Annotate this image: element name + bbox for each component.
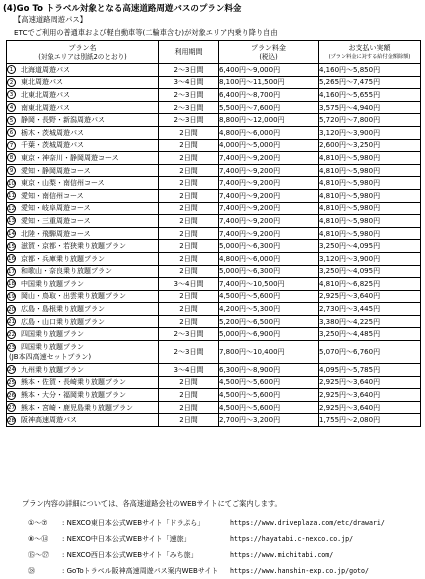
header-price-label: プラン料金 — [251, 44, 286, 52]
row-number: 27 — [8, 405, 15, 412]
plan-price: 7,400円〜9,200円 — [219, 202, 319, 215]
table-row — [7, 227, 421, 240]
row-number: 21 — [8, 319, 15, 326]
plan-name: 中国乗り放題プラン — [21, 279, 84, 288]
plan-payment: 4,810円〜5,980円 — [319, 152, 421, 165]
plan-price: 7,400円〜9,200円 — [219, 177, 319, 190]
plan-price: 4,500円〜5,600円 — [219, 376, 319, 389]
plan-name: 和歌山・奈良乗り放題プラン — [21, 267, 112, 276]
row-number: 11 — [8, 193, 15, 200]
plan-payment: 5,265円〜7,475円 — [319, 76, 421, 89]
table-row — [7, 364, 421, 377]
row-number: 14 — [8, 231, 15, 238]
plan-name-cell — [7, 364, 159, 377]
plan-payment: 3,250円〜4,095円 — [319, 265, 421, 278]
row-number: 9 — [7, 166, 16, 175]
table-row — [7, 290, 421, 303]
table-row — [7, 64, 421, 77]
row-number: 8 — [7, 153, 16, 162]
plan-name: 岡山・鳥取・出雲乗り放題プラン — [21, 292, 126, 301]
plan-price: 7,400円〜9,200円 — [219, 227, 319, 240]
table-row — [7, 126, 421, 139]
plan-period: 2日間 — [159, 227, 219, 240]
table-row — [7, 341, 421, 364]
plan-name-cell — [7, 328, 159, 341]
link-url[interactable]: https://www.driveplaza.com/etc/drawari/ — [230, 519, 385, 527]
plan-period: 2日間 — [159, 401, 219, 414]
plan-payment: 3,575円〜4,940円 — [319, 101, 421, 114]
plan-price: 6,400円〜9,000円 — [219, 64, 319, 77]
eligibility-note: ETCでご利用の普通車および軽自動車等(二輪車含む)が対象エリア内乗り降り自由 — [14, 28, 278, 37]
plan-price: 4,800円〜6,000円 — [219, 126, 319, 139]
plan-period: 2日間 — [159, 164, 219, 177]
plan-payment: 3,250円〜4,485円 — [319, 328, 421, 341]
plan-name-cell — [7, 265, 159, 278]
plan-name-cell — [7, 114, 159, 127]
table-row — [7, 215, 421, 228]
plan-price: 8,800円〜12,000円 — [219, 114, 319, 127]
plan-price: 7,400円〜9,200円 — [219, 164, 319, 177]
plan-name: 南東北周遊パス — [21, 103, 70, 112]
plan-period: 2日間 — [159, 303, 219, 316]
plan-period: 2〜3日間 — [159, 64, 219, 77]
plan-payment: 4,810円〜5,980円 — [319, 189, 421, 202]
table-row — [7, 278, 421, 291]
plan-price: 7,400円〜9,200円 — [219, 152, 319, 165]
plan-name-cell — [7, 189, 159, 202]
plan-period: 2日間 — [159, 376, 219, 389]
plan-period: 2日間 — [159, 139, 219, 152]
plan-name: 東北周遊パス — [21, 78, 63, 87]
link-url[interactable]: https://www.michitabi.com/ — [230, 551, 334, 559]
plan-name: 四国乗り放題プラン — [21, 330, 84, 339]
table-row — [7, 76, 421, 89]
row-number: 5 — [7, 116, 16, 125]
row-number: 20 — [8, 306, 15, 313]
row-number: 19 — [8, 293, 15, 300]
table-row — [7, 252, 421, 265]
row-number: 23 — [8, 344, 15, 351]
plan-period: 2日間 — [159, 152, 219, 165]
plan-payment: 4,810円〜6,825円 — [319, 278, 421, 291]
plan-payment: 4,810円〜5,980円 — [319, 202, 421, 215]
table-row — [7, 401, 421, 414]
plan-price: 5,000円〜6,300円 — [219, 240, 319, 253]
plan-price: 5,500円〜7,600円 — [219, 101, 319, 114]
table-row — [7, 139, 421, 152]
plan-name-cell — [7, 389, 159, 402]
plan-payment: 4,810円〜5,980円 — [319, 215, 421, 228]
plan-payment: 4,095円〜5,785円 — [319, 364, 421, 377]
plan-name: 九州乗り放題プラン — [21, 365, 84, 374]
plan-name: 京都・兵庫乗り放題プラン — [21, 254, 105, 263]
details-note: プラン内容の詳細については、各高速道路会社のWEBサイトにてご案内します。 — [22, 499, 282, 508]
plan-period: 2日間 — [159, 240, 219, 253]
table-row — [7, 303, 421, 316]
plan-name-cell — [7, 315, 159, 328]
table-row — [7, 315, 421, 328]
table-row — [7, 89, 421, 102]
plan-name-cell — [7, 414, 159, 427]
plan-price: 7,400円〜9,200円 — [219, 215, 319, 228]
plan-name: 静岡・長野・新潟周遊パス — [21, 116, 105, 125]
row-number: 3 — [7, 90, 16, 99]
row-number: 26 — [8, 392, 15, 399]
plan-name-cell — [7, 290, 159, 303]
header-price-sub: (税込) — [259, 53, 278, 61]
row-number: 24 — [8, 367, 15, 374]
link-label: : NEXCO東日本公式WEBサイト「ドラぷら」 — [62, 519, 205, 527]
table-row — [7, 265, 421, 278]
plan-name: 栃木・茨城周遊パス — [21, 128, 84, 137]
plan-name: 熊本・佐賀・長崎乗り放題プラン — [21, 378, 126, 387]
plan-table — [6, 40, 421, 427]
plan-payment: 4,160円〜5,655円 — [319, 89, 421, 102]
plan-payment: 1,755円〜2,080円 — [319, 414, 421, 427]
plan-payment: 4,160円〜5,850円 — [319, 64, 421, 77]
plan-name: 千葉・茨城周遊パス — [21, 141, 84, 150]
row-number: 12 — [8, 205, 15, 212]
plan-name: 熊本・大分・福岡乗り放題プラン — [21, 391, 126, 400]
section-subtitle: 【高速道路周遊パス】 — [14, 15, 87, 24]
plan-name-cell — [7, 139, 159, 152]
plan-name-cell — [7, 64, 159, 77]
table-header-row — [7, 41, 421, 64]
plan-name-cell — [7, 227, 159, 240]
plan-price: 5,200円〜6,500円 — [219, 315, 319, 328]
plan-name: 愛知・南信州コース — [21, 191, 84, 200]
plan-period: 2日間 — [159, 414, 219, 427]
plan-name-cell — [7, 202, 159, 215]
plan-price: 7,800円〜10,400円 — [219, 341, 319, 364]
plan-price: 4,500円〜5,600円 — [219, 401, 319, 414]
row-number: 6 — [7, 128, 16, 137]
table-row — [7, 114, 421, 127]
plan-name-cell — [7, 164, 159, 177]
plan-price: 4,000円〜5,000円 — [219, 139, 319, 152]
link-range: ①〜⑦ — [28, 519, 48, 527]
plan-period: 2日間 — [159, 389, 219, 402]
link-url[interactable]: https://www.hanshin-exp.co.jp/goto/ — [230, 567, 369, 575]
plan-payment: 2,925円〜3,640円 — [319, 376, 421, 389]
plan-payment: 4,810円〜5,980円 — [319, 227, 421, 240]
header-payment-label: お支払い実額 — [348, 44, 391, 52]
plan-name-cell — [7, 252, 159, 265]
header-plan — [7, 41, 159, 64]
plan-name-sub: (JB本四高速セットプラン) — [9, 353, 92, 362]
plan-name-cell — [7, 177, 159, 190]
table-row — [7, 240, 421, 253]
plan-name-cell — [7, 376, 159, 389]
plan-name: 東京・山梨・南信州コース — [21, 179, 105, 188]
plan-payment: 4,810円〜5,980円 — [319, 177, 421, 190]
table-row — [7, 328, 421, 341]
plan-price: 4,200円〜5,300円 — [219, 303, 319, 316]
plan-rows — [7, 64, 421, 427]
plan-payment: 5,720円〜7,800円 — [319, 114, 421, 127]
plan-period: 2日間 — [159, 290, 219, 303]
plan-period: 2日間 — [159, 215, 219, 228]
plan-name: 愛知・岐阜周遊コース — [21, 204, 91, 213]
row-number: 22 — [8, 331, 15, 338]
plan-name-cell — [7, 76, 159, 89]
plan-name-cell — [7, 278, 159, 291]
link-range: ㉘ — [28, 567, 35, 575]
link-row — [28, 566, 369, 576]
plan-name: 広島・島根乗り放題プラン — [21, 305, 105, 314]
plan-period: 2日間 — [159, 177, 219, 190]
row-number: 10 — [8, 180, 15, 187]
plan-name: 愛知・静岡周遊コース — [21, 166, 91, 175]
row-number: 18 — [8, 281, 15, 288]
plan-payment: 2,925円〜3,640円 — [319, 290, 421, 303]
plan-name: 北海道周遊パス — [21, 65, 70, 74]
row-number: 25 — [8, 379, 15, 386]
plan-payment: 5,070円〜6,760円 — [319, 341, 421, 364]
plan-name: 北東北周遊パス — [21, 90, 70, 99]
table-row — [7, 202, 421, 215]
plan-name: 東京・神奈川・静岡周遊コース — [21, 153, 119, 162]
table-row — [7, 414, 421, 427]
row-number: 7 — [7, 141, 16, 150]
plan-name: 四国乗り放題プラン — [21, 343, 84, 352]
plan-payment: 2,730円〜3,445円 — [319, 303, 421, 316]
row-number: 17 — [8, 268, 15, 275]
plan-price: 8,100円〜11,500円 — [219, 76, 319, 89]
plan-payment: 3,120円〜3,900円 — [319, 252, 421, 265]
plan-name-cell — [7, 89, 159, 102]
link-range: ⑧〜⑭ — [28, 535, 49, 543]
table-row — [7, 152, 421, 165]
header-price — [219, 41, 319, 64]
link-label: : NEXCO中日本公式WEBサイト「速旅」 — [62, 535, 191, 543]
plan-price: 5,000円〜6,300円 — [219, 265, 319, 278]
plan-name: 北陸・飛騨周遊コース — [21, 229, 91, 238]
plan-name-cell — [7, 152, 159, 165]
plan-name: 広島・山口乗り放題プラン — [21, 317, 105, 326]
plan-payment: 4,810円〜5,980円 — [319, 164, 421, 177]
header-period: 利用期間 — [159, 41, 219, 64]
table-row — [7, 177, 421, 190]
plan-name-cell — [7, 341, 159, 364]
plan-period: 2日間 — [159, 202, 219, 215]
plan-period: 2〜3日間 — [159, 328, 219, 341]
plan-name-cell — [7, 101, 159, 114]
plan-period: 2日間 — [159, 265, 219, 278]
row-number: 2 — [7, 78, 16, 87]
table-row — [7, 389, 421, 402]
link-label: : NEXCO西日本公式WEBサイト「みち旅」 — [62, 551, 198, 559]
header-payment-sub: (プラン料金に対する給付金額除額) — [328, 54, 411, 60]
plan-period: 2日間 — [159, 252, 219, 265]
header-payment — [319, 41, 421, 64]
plan-period: 2日間 — [159, 126, 219, 139]
plan-price: 7,400円〜10,500円 — [219, 278, 319, 291]
header-plan-label: プラン名 — [68, 44, 97, 52]
row-number: 16 — [8, 256, 15, 263]
plan-name: 滋賀・京都・若狭乗り放題プラン — [21, 242, 126, 251]
plan-price: 7,400円〜9,200円 — [219, 189, 319, 202]
plan-period: 2〜3日間 — [159, 101, 219, 114]
row-number: 15 — [8, 243, 15, 250]
plan-period: 3〜4日間 — [159, 76, 219, 89]
plan-payment: 3,250円〜4,095円 — [319, 240, 421, 253]
link-range: ⑮〜㉗ — [28, 551, 49, 559]
plan-period: 2〜3日間 — [159, 114, 219, 127]
table-row — [7, 376, 421, 389]
plan-name-cell — [7, 303, 159, 316]
plan-period: 2日間 — [159, 189, 219, 202]
plan-name: 熊本・宮崎・鹿児島乗り放題プラン — [21, 403, 133, 412]
link-url[interactable]: https://hayatabi.c-nexco.co.jp/ — [230, 535, 354, 543]
plan-price: 6,400円〜8,700円 — [219, 89, 319, 102]
table-row — [7, 164, 421, 177]
link-label: : GoToトラベル阪神高速周遊パス案内WEBサイト — [62, 567, 219, 575]
plan-period: 3〜4日間 — [159, 364, 219, 377]
plan-price: 4,500円〜5,600円 — [219, 389, 319, 402]
plan-payment: 2,925円〜3,640円 — [319, 401, 421, 414]
plan-name-cell — [7, 401, 159, 414]
plan-price: 4,500円〜5,600円 — [219, 290, 319, 303]
plan-period: 2日間 — [159, 315, 219, 328]
plan-name: 愛知・三重周遊コース — [21, 216, 91, 225]
plan-price: 5,000円〜6,900円 — [219, 328, 319, 341]
row-number: 1 — [7, 65, 16, 74]
table-row — [7, 101, 421, 114]
row-number: 13 — [8, 218, 15, 225]
link-row — [28, 534, 353, 544]
plan-payment: 2,600円〜3,250円 — [319, 139, 421, 152]
plan-name: 阪神高速周遊パス — [21, 416, 77, 425]
plan-period: 2〜3日間 — [159, 89, 219, 102]
plan-price: 6,300円〜8,900円 — [219, 364, 319, 377]
row-number: 4 — [7, 103, 16, 112]
page-title: (4)Go To トラベル対象となる高速道路周遊バスのプラン料金 — [3, 4, 242, 14]
plan-name-cell — [7, 240, 159, 253]
link-row — [28, 550, 333, 560]
row-number: 28 — [8, 417, 15, 424]
plan-name-cell — [7, 215, 159, 228]
link-row — [28, 518, 385, 528]
plan-price: 2,700円〜3,200円 — [219, 414, 319, 427]
header-plan-sub: (対象エリアは別紙2のとおり) — [38, 53, 127, 61]
table-row — [7, 189, 421, 202]
plan-payment: 3,120円〜3,900円 — [319, 126, 421, 139]
plan-price: 4,800円〜6,000円 — [219, 252, 319, 265]
plan-period: 2〜3日間 — [159, 341, 219, 364]
plan-name-cell — [7, 126, 159, 139]
plan-payment: 3,380円〜4,225円 — [319, 315, 421, 328]
plan-payment: 2,925円〜3,640円 — [319, 389, 421, 402]
plan-period: 3〜4日間 — [159, 278, 219, 291]
